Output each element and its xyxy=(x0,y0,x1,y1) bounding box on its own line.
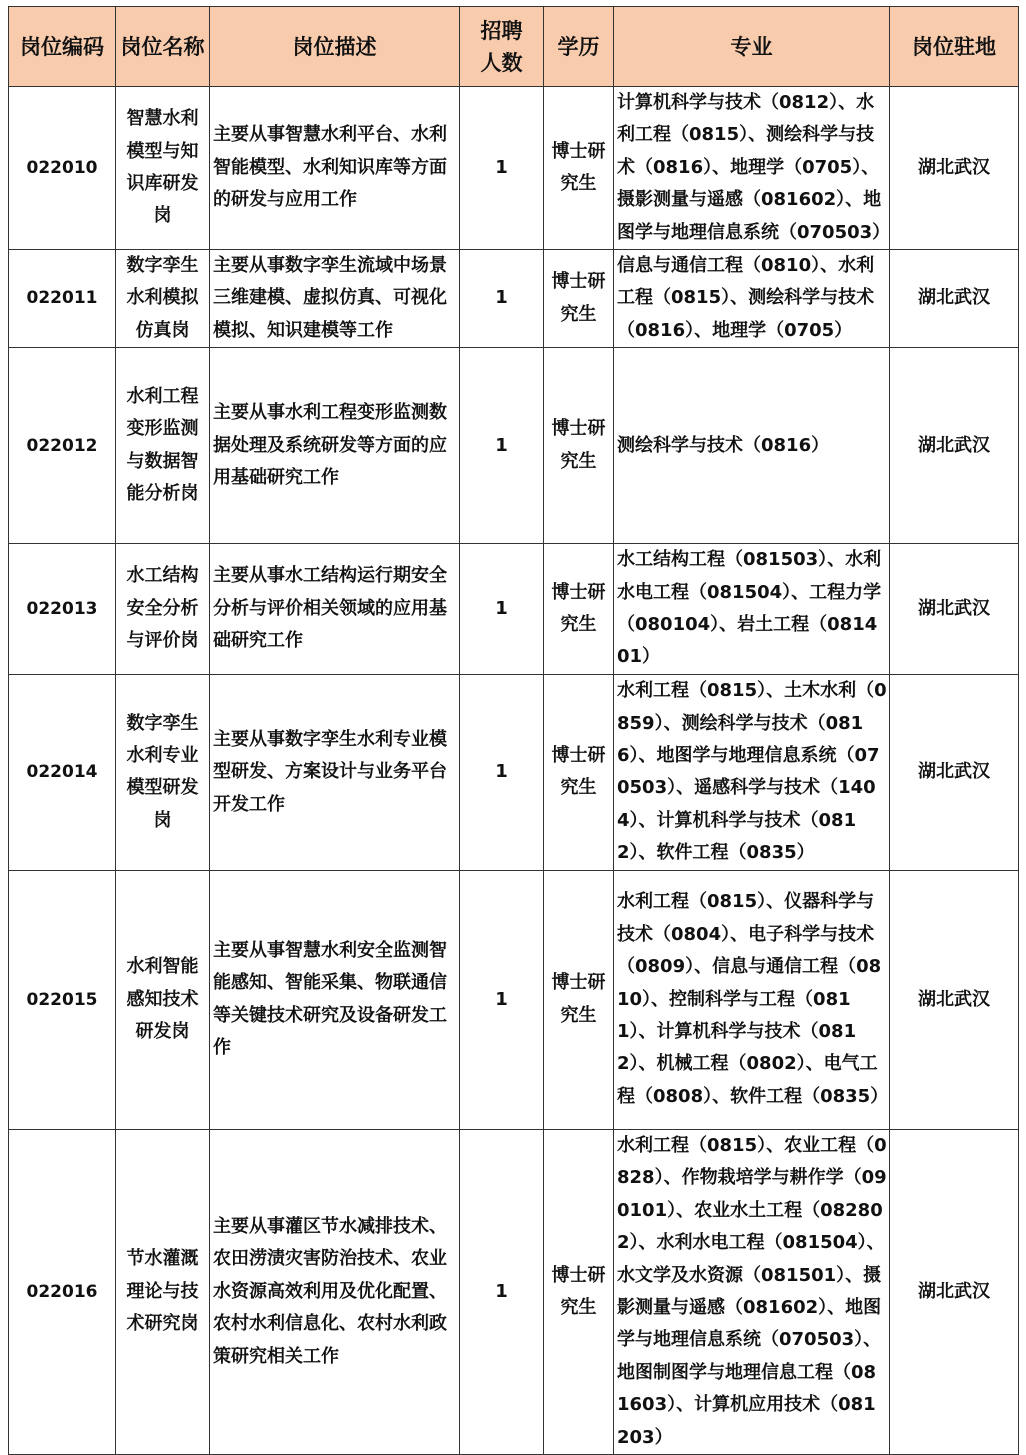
table-row xyxy=(9,250,1019,348)
cell-name: 数字孪生水利模拟仿真岗 xyxy=(116,250,210,348)
cell-code: 022013 xyxy=(9,544,116,675)
cell-edu: 博士研究生 xyxy=(544,87,614,250)
table-row xyxy=(9,544,1019,675)
cell-location: 湖北武汉 xyxy=(890,674,1019,870)
cell-name: 节水灌溉理论与技术研究岗 xyxy=(116,1129,210,1454)
cell-name: 水利智能感知技术研发岗 xyxy=(116,870,210,1129)
cell-count: 1 xyxy=(460,870,544,1129)
cell-major: 信息与通信工程（0810）、水利工程（0815）、测绘科学与技术（0816）、地理学（0705） xyxy=(614,250,890,348)
table-row xyxy=(9,87,1019,250)
cell-major: 水利工程（0815）、土木水利（0859）、测绘科学与技术（0816）、地图学与地理信息系统（070503）、遥感科学与技术（1404）、计算机科学与技术（0812）、软件工程（0835） xyxy=(614,674,890,870)
cell-count: 1 xyxy=(460,348,544,544)
header-count: 招聘人数 xyxy=(460,7,544,87)
cell-code: 022010 xyxy=(9,87,116,250)
cell-desc: 主要从事灌区节水减排技术、农田涝渍灾害防治技术、农业水资源高效利用及优化配置、农村水利信息化、农村水利政策研究相关工作 xyxy=(210,1129,460,1454)
cell-edu: 博士研究生 xyxy=(544,870,614,1129)
cell-location: 湖北武汉 xyxy=(890,1129,1019,1454)
header-code: 岗位编码 xyxy=(9,7,116,87)
cell-edu: 博士研究生 xyxy=(544,544,614,675)
header-row xyxy=(9,7,1019,87)
cell-major: 测绘科学与技术（0816） xyxy=(614,348,890,544)
cell-name: 智慧水利模型与知识库研发岗 xyxy=(116,87,210,250)
cell-location: 湖北武汉 xyxy=(890,250,1019,348)
cell-count: 1 xyxy=(460,87,544,250)
cell-name: 水利工程变形监测与数据智能分析岗 xyxy=(116,348,210,544)
table-row xyxy=(9,348,1019,544)
header-location: 岗位驻地 xyxy=(890,7,1019,87)
cell-location: 湖北武汉 xyxy=(890,348,1019,544)
cell-name: 数字孪生水利专业模型研发岗 xyxy=(116,674,210,870)
cell-desc: 主要从事数字孪生流域中场景三维建模、虚拟仿真、可视化模拟、知识建模等工作 xyxy=(210,250,460,348)
table-row xyxy=(9,1129,1019,1454)
cell-major: 计算机科学与技术（0812）、水利工程（0815）、测绘科学与技术（0816）、地理学（0705）、摄影测量与遥感（081602）、地图学与地理信息系统（070503） xyxy=(614,87,890,250)
cell-code: 022015 xyxy=(9,870,116,1129)
cell-count: 1 xyxy=(460,1129,544,1454)
cell-edu: 博士研究生 xyxy=(544,348,614,544)
job-positions-table xyxy=(8,6,1019,1455)
header-major: 专业 xyxy=(614,7,890,87)
cell-desc: 主要从事智慧水利安全监测智能感知、智能采集、物联通信等关键技术研究及设备研发工作 xyxy=(210,870,460,1129)
header-name: 岗位名称 xyxy=(116,7,210,87)
cell-major: 水利工程（0815）、农业工程（0828）、作物栽培学与耕作学（090101）、农业水土工程（082802）、水利水电工程（081504）、水文学及水资源（081501）、摄影测量与遥感（081602）、地图学与地理信息系统（070503）、地图制图学与地理信息工程（081603）、计算机应用技术（081203） xyxy=(614,1129,890,1454)
cell-desc: 主要从事水利工程变形监测数据处理及系统研发等方面的应用基础研究工作 xyxy=(210,348,460,544)
cell-major: 水工结构工程（081503）、水利水电工程（081504）、工程力学（080104）、岩土工程（081401） xyxy=(614,544,890,675)
cell-code: 022014 xyxy=(9,674,116,870)
cell-code: 022016 xyxy=(9,1129,116,1454)
cell-name: 水工结构安全分析与评价岗 xyxy=(116,544,210,675)
cell-count: 1 xyxy=(460,250,544,348)
cell-code: 022012 xyxy=(9,348,116,544)
cell-desc: 主要从事智慧水利平台、水利智能模型、水利知识库等方面的研发与应用工作 xyxy=(210,87,460,250)
cell-edu: 博士研究生 xyxy=(544,674,614,870)
cell-location: 湖北武汉 xyxy=(890,870,1019,1129)
job-table-container xyxy=(8,6,1018,1455)
cell-location: 湖北武汉 xyxy=(890,544,1019,675)
cell-count: 1 xyxy=(460,544,544,675)
cell-edu: 博士研究生 xyxy=(544,1129,614,1454)
table-row xyxy=(9,870,1019,1129)
cell-edu: 博士研究生 xyxy=(544,250,614,348)
header-desc: 岗位描述 xyxy=(210,7,460,87)
table-row xyxy=(9,674,1019,870)
cell-code: 022011 xyxy=(9,250,116,348)
cell-desc: 主要从事水工结构运行期安全分析与评价相关领域的应用基础研究工作 xyxy=(210,544,460,675)
cell-desc: 主要从事数字孪生水利专业模型研发、方案设计与业务平台开发工作 xyxy=(210,674,460,870)
cell-location: 湖北武汉 xyxy=(890,87,1019,250)
cell-major: 水利工程（0815）、仪器科学与技术（0804）、电子科学与技术（0809）、信息与通信工程（0810）、控制科学与工程（0811）、计算机科学与技术（0812）、机械工程（0802）、电气工程（0808）、软件工程（0835） xyxy=(614,870,890,1129)
cell-count: 1 xyxy=(460,674,544,870)
header-edu: 学历 xyxy=(544,7,614,87)
